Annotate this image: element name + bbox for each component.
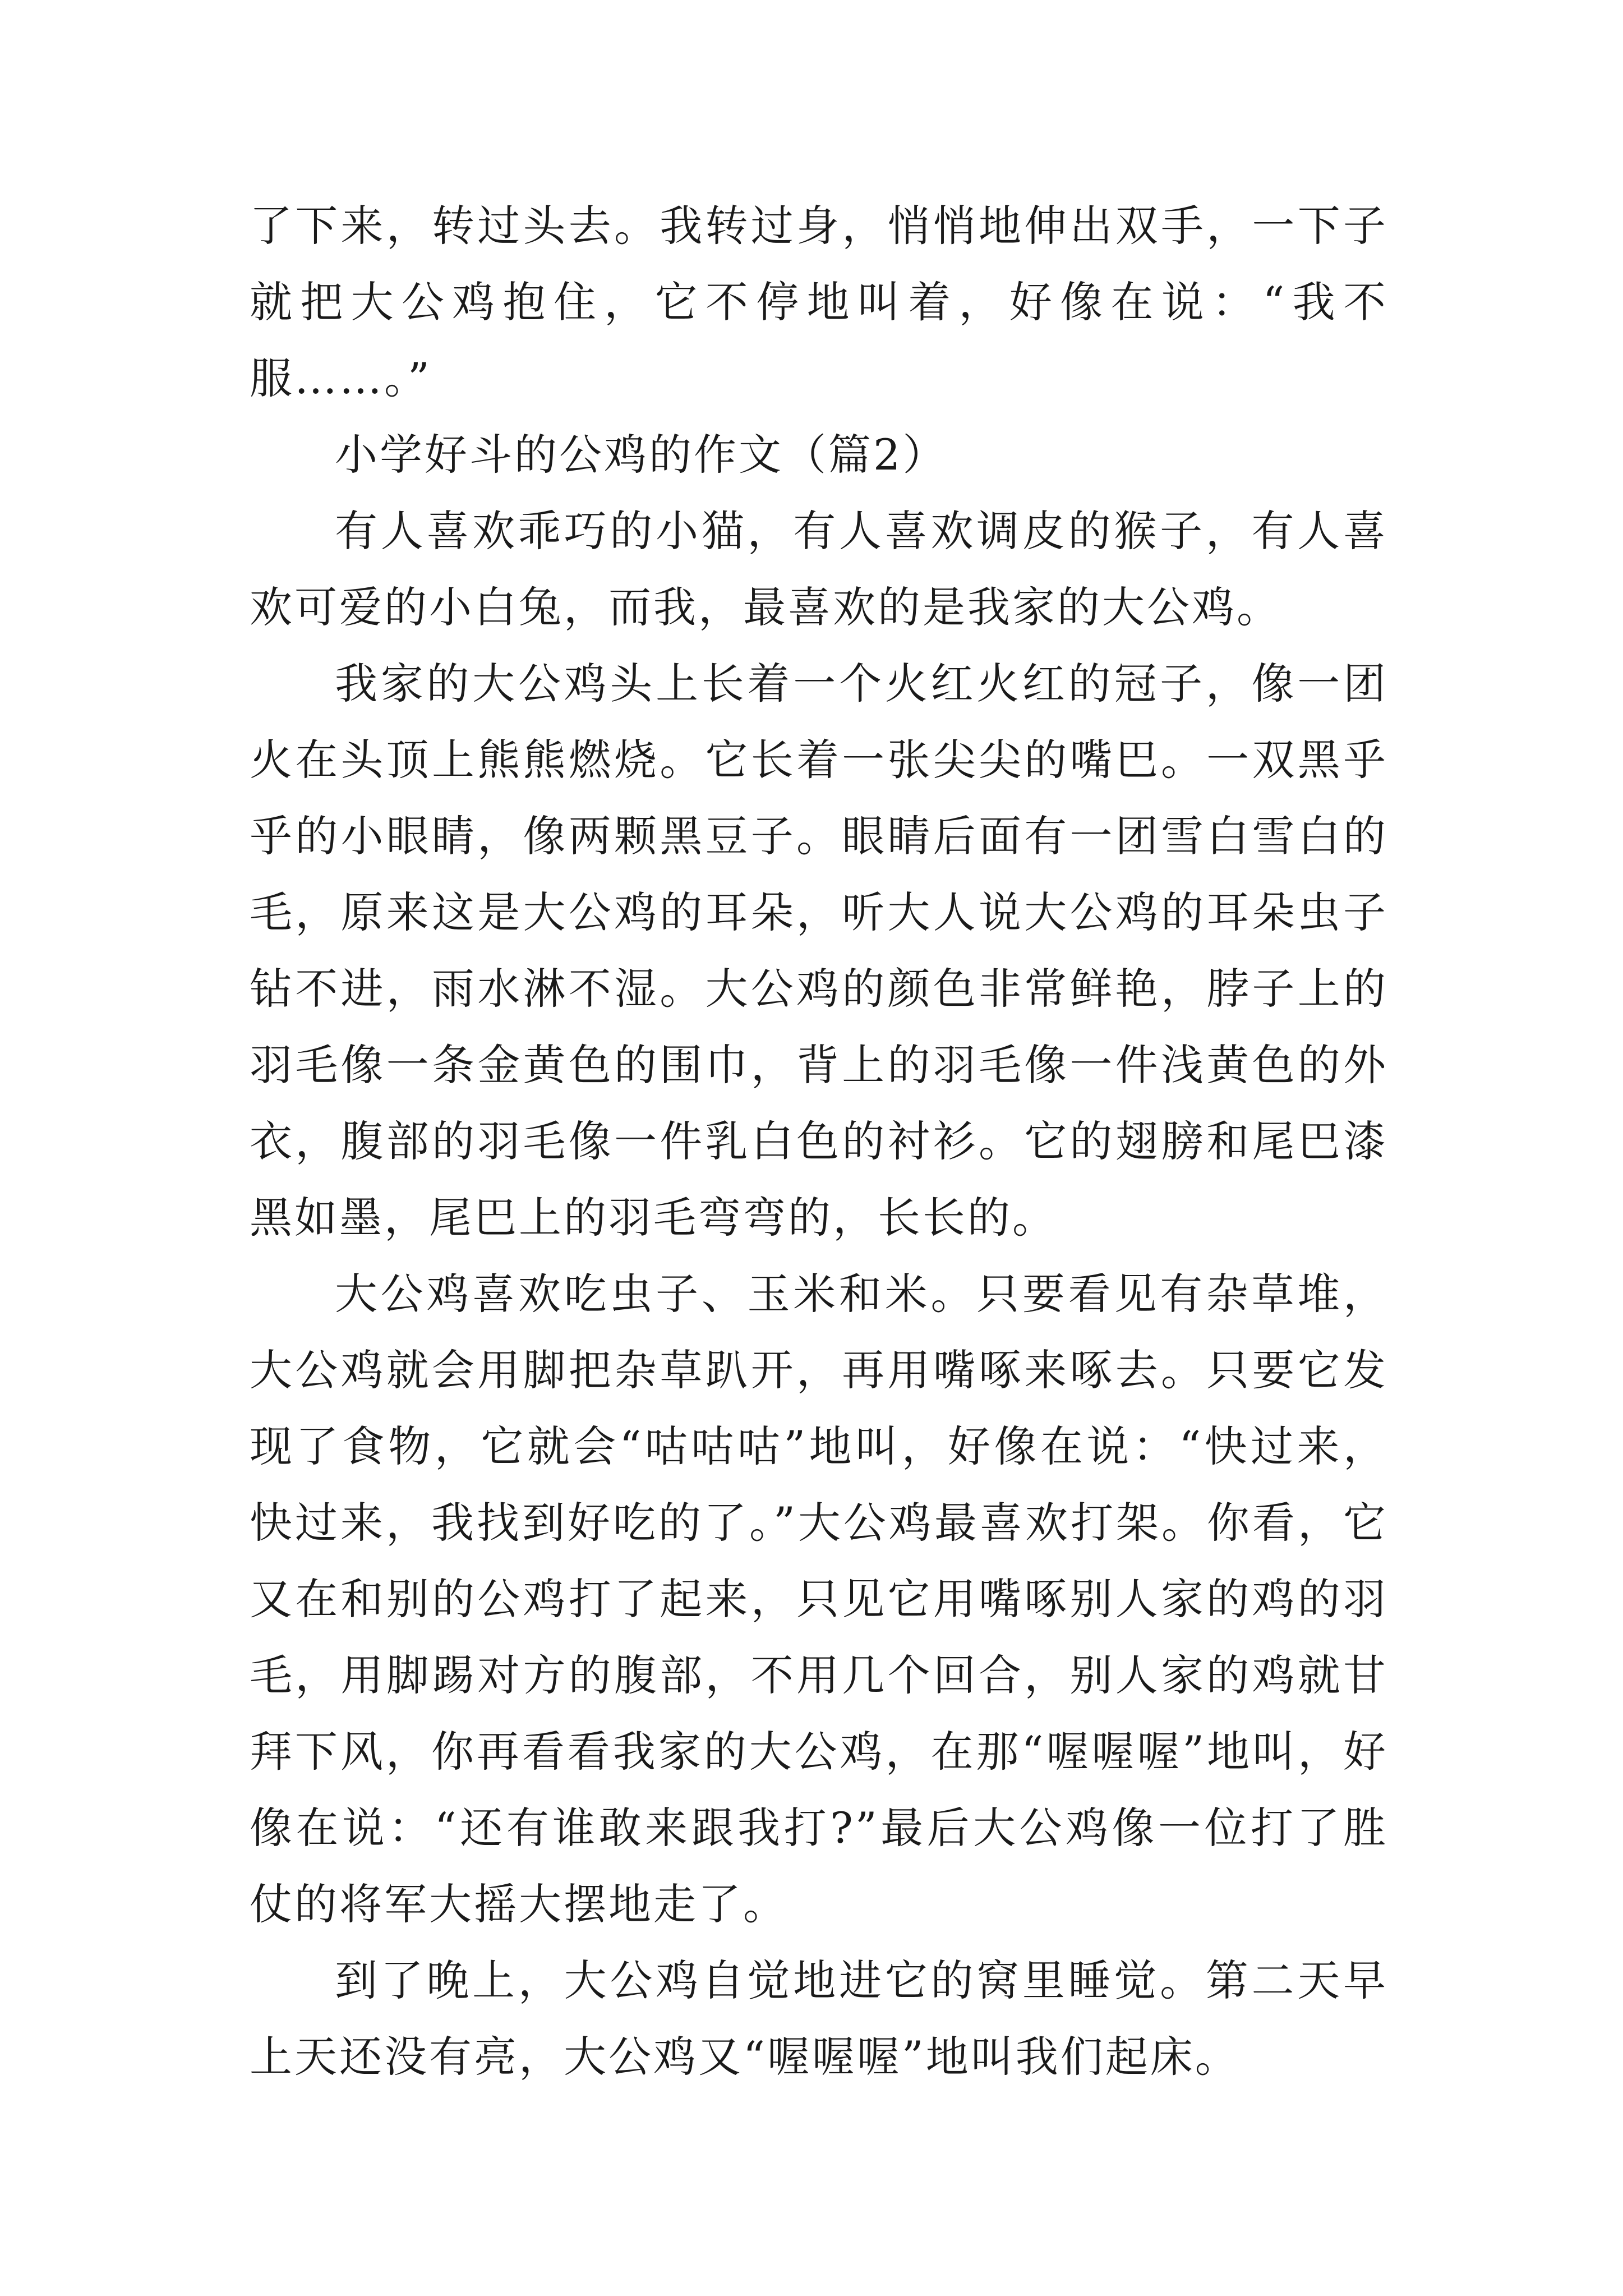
paragraph-2: 我家的大公鸡头上长着一个火红火红的冠子，像一团火在头顶上熊熊燃烧。它长着一张尖尖的嘴巴。一双黑乎乎的小眼睛，像两颗黑豆子。眼睛后面有一团雪白雪白的毛，原来这是大公鸡的耳朵，听大人说大公鸡的耳朵虫子钻不进，雨水淋不湿。大公鸡的颜色非常鲜艳，脖子上的羽毛像一条金黄色的围巾，背上的羽毛像一件浅黄色的外衣，腹部的羽毛像一件乳白色的衬衫。它的翅膀和尾巴漆黑如墨，尾巴上的羽毛弯弯的，长长的。	[250, 659, 1388, 1243]
paragraph-4: 到了晚上，大公鸡自觉地进它的窝里睡觉。第二天早上天还没有亮，大公鸡又“喔喔喔”地叫我们起床。	[250, 1955, 1388, 2082]
continuation-paragraph: 了下来，转过头去。我转过身，悄悄地伸出双手，一下子就把大公鸡抱住，它不停地叫着，好像在说：“我不服……。”	[250, 201, 1388, 403]
section-title: 小学好斗的公鸡的作文（篇2）	[335, 430, 948, 480]
paragraph-1: 有人喜欢乖巧的小猫，有人喜欢调皮的猴子，有人喜欢可爱的小白兔，而我，最喜欢的是我家的大公鸡。	[250, 506, 1388, 632]
paragraph-3: 大公鸡喜欢吃虫子、玉米和米。只要看见有杂草堆，大公鸡就会用脚把杂草趴开，再用嘴啄来啄去。只要它发现了食物，它就会“咕咕咕”地叫，好像在说：“快过来，快过来，我找到好吃的了。”大公鸡最喜欢打架。你看，它又在和别的公鸡打了起来，只见它用嘴啄别人家的鸡的羽毛，用脚踢对方的腹部，不用几个回合，别人家的鸡就甘拜下风，你再看看我家的大公鸡，在那“喔喔喔”地叫，好像在说：“还有谁敢来跟我打?”最后大公鸡像一位打了胜仗的将军大摇大摆地走了。	[250, 1269, 1388, 1929]
article-body	[250, 188, 1388, 2095]
